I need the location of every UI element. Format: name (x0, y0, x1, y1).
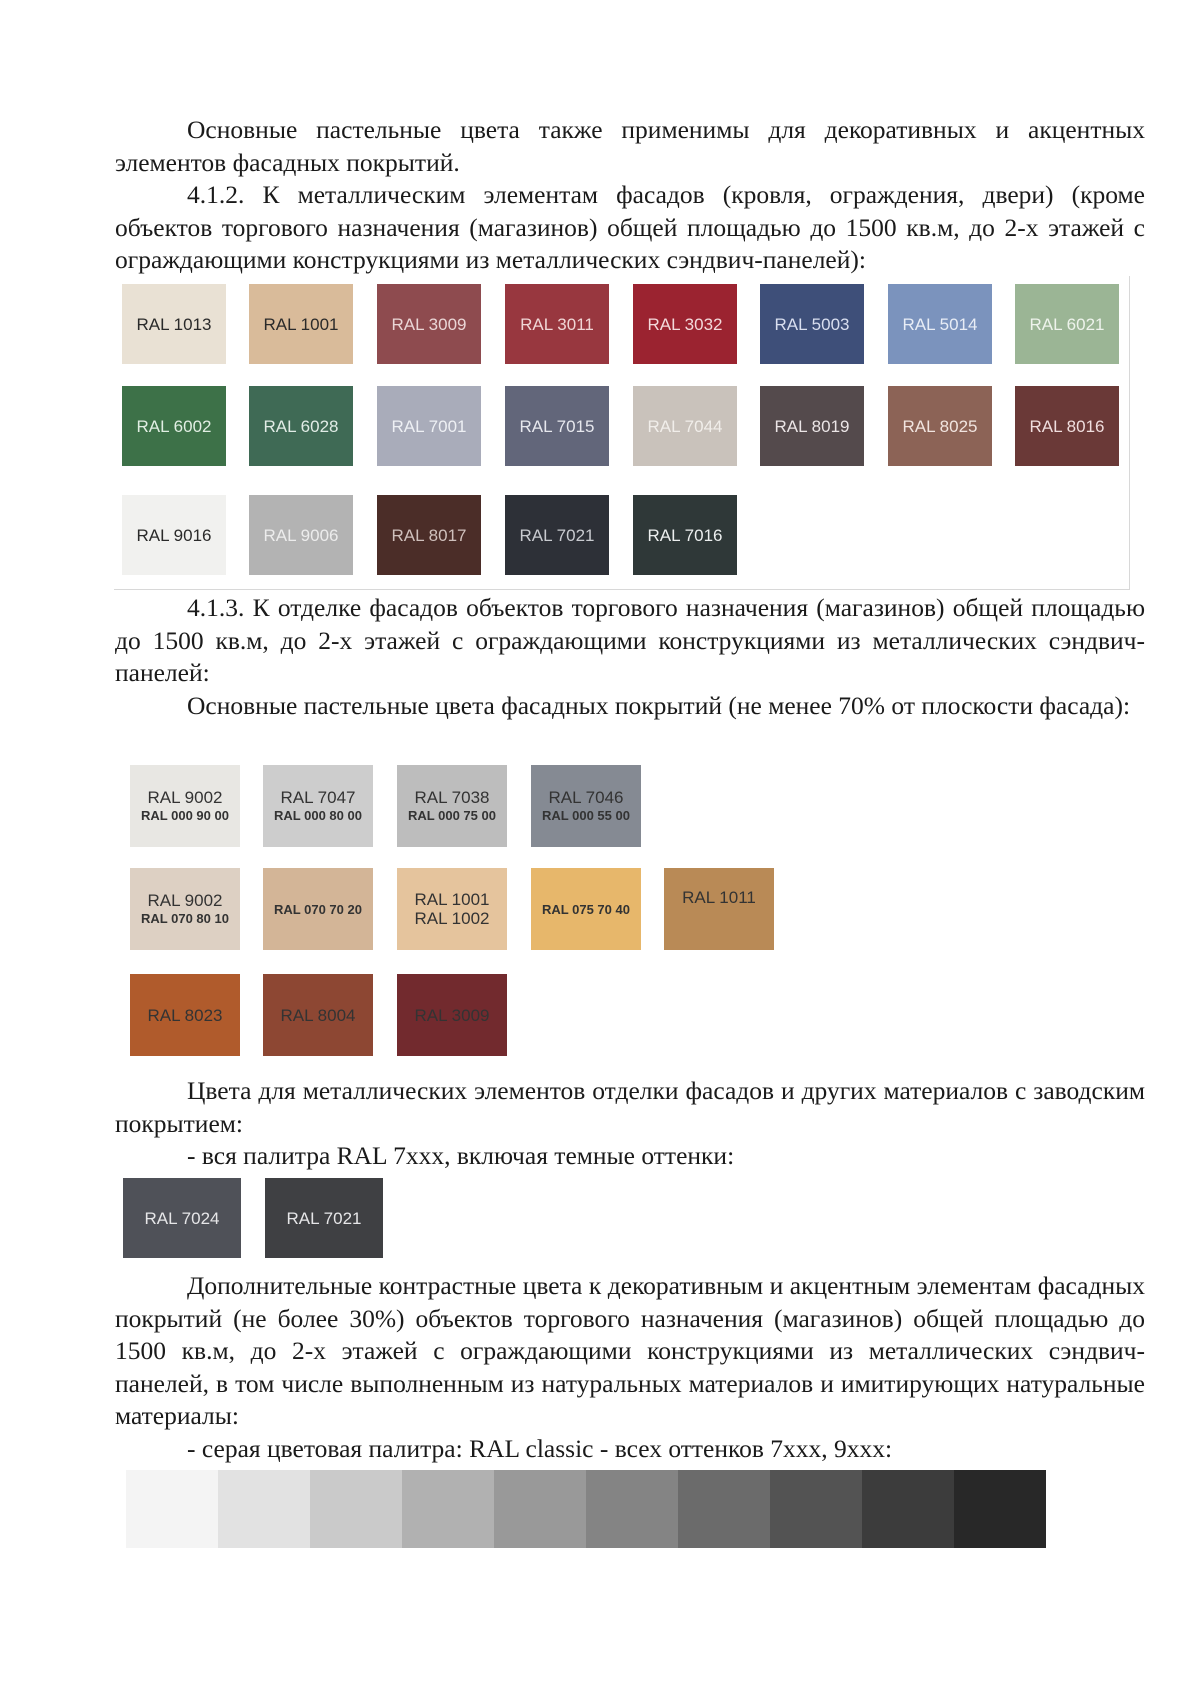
swatch-label: RAL 7016 (647, 525, 723, 545)
swatch-label: RAL 3009 (391, 314, 467, 334)
swatch-label: RAL 5003 (774, 314, 850, 334)
gray-shade-swatch (586, 1470, 678, 1548)
swatch-label: RAL 000 75 00 (408, 808, 496, 823)
gray-shade-swatch (218, 1470, 310, 1548)
gray-shade-swatch (862, 1470, 954, 1548)
swatch-label: RAL 9002 (147, 788, 223, 807)
color-swatch (397, 765, 507, 847)
swatch-label: RAL 8016 (1029, 416, 1105, 436)
swatch-label: RAL 9016 (136, 525, 212, 545)
color-swatch (633, 495, 737, 575)
swatch-label: RAL 7001 (391, 416, 467, 436)
color-swatch (122, 284, 226, 364)
swatch-label: RAL 9006 (263, 525, 339, 545)
swatch-label: RAL 6021 (1029, 314, 1105, 334)
swatch-label: RAL 9002 (147, 891, 223, 910)
swatch-label: RAL 7047 (280, 788, 356, 807)
color-swatch (130, 868, 240, 950)
color-swatch (760, 284, 864, 364)
swatch-label: RAL 8025 (902, 416, 978, 436)
color-swatch (888, 284, 992, 364)
color-swatch (130, 974, 240, 1056)
color-swatch (249, 386, 353, 466)
paragraph-4-1-2: 4.1.2. К металлическим элементам фасадов (кровля, ограждения, двери) (кроме объектов торгового назначения (магазинов) общей площадью до 1500 кв.м, до 2-х этажей с ограждающими конструкциями из металлических сэндвич-панелей): (115, 180, 1145, 274)
paragraph-metal-elements: Цвета для металлических элементов отделки фасадов и других материалов с заводским покрытием: (115, 1076, 1145, 1138)
color-swatch (249, 495, 353, 575)
color-swatch (664, 868, 774, 950)
paragraph-gray-palette: - серая цветовая палитра: RAL classic - всех оттенков 7xxx, 9xxx: (187, 1434, 893, 1463)
swatch-label: RAL 7038 (414, 788, 490, 807)
color-swatch (531, 765, 641, 847)
swatch-label: RAL 8017 (391, 525, 467, 545)
gray-shade-swatch (678, 1470, 770, 1548)
color-swatch (130, 765, 240, 847)
gray-shade-swatch (494, 1470, 586, 1548)
swatch-label: RAL 7015 (519, 416, 595, 436)
color-swatch (122, 495, 226, 575)
swatch-label: RAL 000 80 00 (274, 808, 362, 823)
color-swatch (377, 495, 481, 575)
swatch-label: RAL 8004 (280, 1005, 356, 1025)
gray-shade-swatch (310, 1470, 402, 1548)
color-swatch (531, 868, 641, 950)
gray-shade-swatch (770, 1470, 862, 1548)
swatch-label: RAL 7024 (144, 1208, 220, 1228)
color-swatch (397, 974, 507, 1056)
paragraph-4-1-3: 4.1.3. К отделке фасадов объектов торгового назначения (магазинов) общей площадью до 1500 кв.м, до 2-х этажей с ограждающими конструкциями из металлических сэндвич-панелей: (115, 593, 1145, 687)
color-swatch (505, 495, 609, 575)
color-swatch (633, 386, 737, 466)
color-swatch (888, 386, 992, 466)
color-swatch (760, 386, 864, 466)
gray-gradient (126, 1470, 1046, 1548)
swatch-label: RAL 1013 (136, 314, 212, 334)
swatch-label: RAL 6028 (263, 416, 339, 436)
swatch-label: RAL 3009 (414, 1005, 490, 1025)
gray-shade-swatch (954, 1470, 1046, 1548)
color-swatch (1015, 284, 1119, 364)
swatch-label: RAL 070 80 10 (141, 911, 229, 926)
swatch-label: RAL 1001 (263, 314, 339, 334)
gray-shade-swatch (402, 1470, 494, 1548)
color-swatch (249, 284, 353, 364)
color-swatch (123, 1178, 241, 1258)
swatch-label: RAL 1002 (414, 909, 490, 928)
color-swatch (263, 974, 373, 1056)
swatch-label: RAL 8019 (774, 416, 850, 436)
swatch-label: RAL 5014 (902, 314, 978, 334)
swatch-label: RAL 3032 (647, 314, 723, 334)
swatch-label: RAL 8023 (147, 1005, 223, 1025)
color-swatch (377, 386, 481, 466)
swatch-label: RAL 7046 (548, 788, 624, 807)
color-swatch (505, 386, 609, 466)
paragraph-ral7-list: - вся палитра RAL 7xxx, включая темные оттенки: (187, 1141, 735, 1170)
swatch-label: RAL 000 90 00 (141, 808, 229, 823)
paragraph-pastel-intro: Основные пастельные цвета также применимы для декоративных и акцентных элементов фасадных покрытий. (115, 115, 1145, 177)
swatch-label: RAL 7021 (519, 525, 595, 545)
swatch-label: RAL 7021 (286, 1208, 362, 1228)
swatch-label: RAL 7044 (647, 416, 723, 436)
color-swatch (397, 868, 507, 950)
color-swatch (377, 284, 481, 364)
swatch-label: RAL 6002 (136, 416, 212, 436)
color-swatch (633, 284, 737, 364)
paragraph-pastel-70: Основные пастельные цвета фасадных покрытий (не менее 70% от плоскости фасада): (187, 691, 1131, 720)
gray-shade-swatch (126, 1470, 218, 1548)
swatch-label: RAL 1011 (682, 888, 756, 907)
swatch-label: RAL 3011 (520, 314, 594, 334)
color-swatch (1015, 386, 1119, 466)
swatch-label: RAL 075 70 40 (542, 901, 630, 917)
swatch-label: RAL 070 70 20 (274, 901, 362, 917)
color-swatch (122, 386, 226, 466)
swatch-label: RAL 1001 (414, 890, 490, 909)
color-swatch (265, 1178, 383, 1258)
color-swatch (263, 765, 373, 847)
paragraph-contrast-colors: Дополнительные контрастные цвета к декоративным и акцентным элементам фасадных покрытий (не более 30%) объектов торгового назначения (магазинов) общей площадью до 1500 кв.м, до 2-х этажей с ограждающими конструкциями из металлических сэндвич-панелей, в том числе выполненным из натуральных материалов и имитирующих натуральные материалы: (115, 1271, 1145, 1430)
swatch-label: RAL 000 55 00 (542, 808, 630, 823)
color-swatch (263, 868, 373, 950)
color-swatch (505, 284, 609, 364)
